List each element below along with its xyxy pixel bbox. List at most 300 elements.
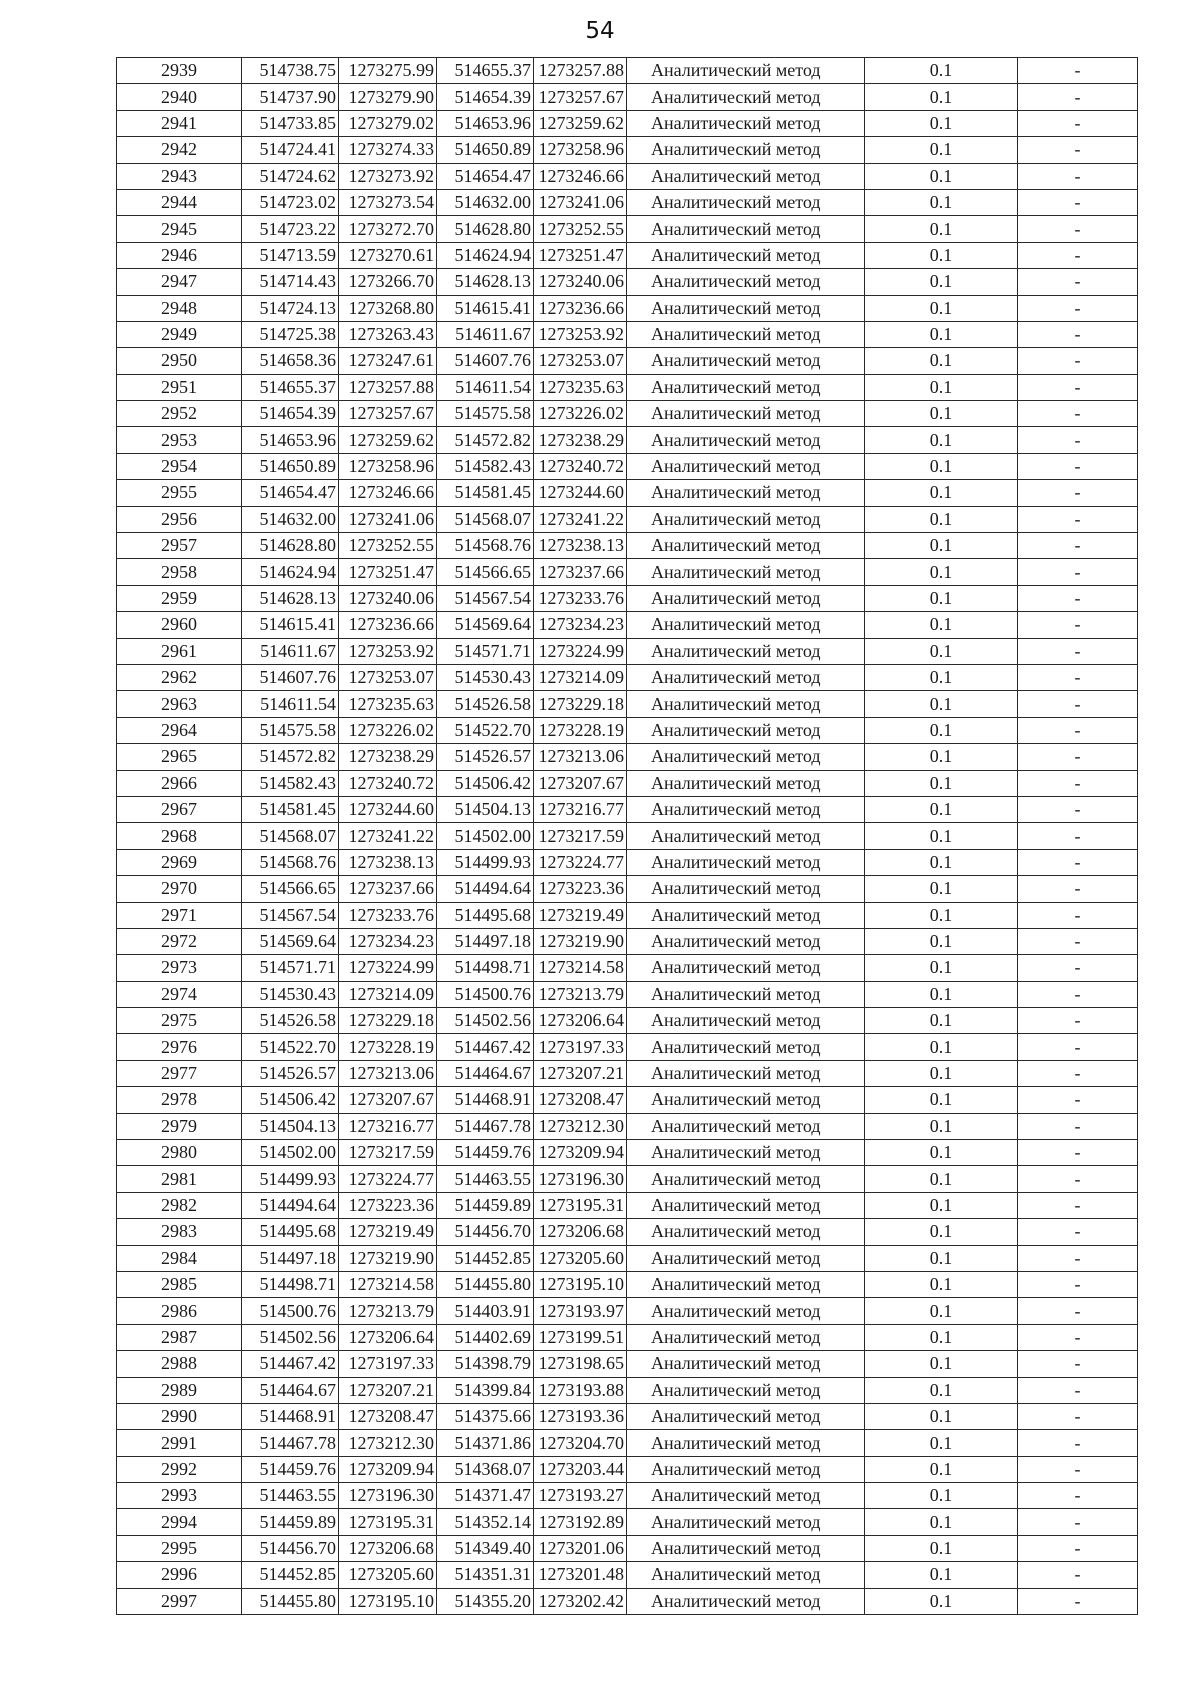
x1-cell: 514723.02 [242,189,339,215]
page-number: 54 [585,18,615,44]
accuracy-cell: 0.1 [865,585,1018,611]
x2-cell: 514375.66 [437,1403,534,1429]
point-number-cell: 2980 [117,1140,242,1166]
y2-cell: 1273206.64 [534,1008,627,1034]
point-number-cell: 2970 [117,876,242,902]
method-cell: Аналитический метод [627,770,865,796]
x1-cell: 514504.13 [242,1113,339,1139]
x1-cell: 514495.68 [242,1219,339,1245]
table-row [117,1008,1138,1034]
x1-cell: 514724.13 [242,295,339,321]
x1-cell: 514522.70 [242,1034,339,1060]
x2-cell: 514566.65 [437,559,534,585]
x1-cell: 514581.45 [242,796,339,822]
method-cell: Аналитический метод [627,216,865,242]
x2-cell: 514498.71 [437,955,534,981]
y2-cell: 1273240.72 [534,453,627,479]
point-number-cell: 2954 [117,453,242,479]
y1-cell: 1273259.62 [339,427,437,453]
point-number-cell: 2994 [117,1509,242,1535]
accuracy-cell: 0.1 [865,612,1018,638]
x2-cell: 514530.43 [437,664,534,690]
table-row [117,770,1138,796]
note-cell: - [1018,1535,1138,1561]
y2-cell: 1273193.97 [534,1298,627,1324]
y1-cell: 1273279.02 [339,110,437,136]
point-number-cell: 2941 [117,110,242,136]
y2-cell: 1273193.88 [534,1377,627,1403]
table-row [117,1140,1138,1166]
x1-cell: 514572.82 [242,744,339,770]
point-number-cell: 2944 [117,189,242,215]
table-row [117,1219,1138,1245]
x2-cell: 514368.07 [437,1456,534,1482]
note-cell: - [1018,876,1138,902]
y2-cell: 1273193.36 [534,1403,627,1429]
method-cell: Аналитический метод [627,955,865,981]
point-number-cell: 2952 [117,401,242,427]
note-cell: - [1018,1509,1138,1535]
y2-cell: 1273209.94 [534,1140,627,1166]
accuracy-cell: 0.1 [865,480,1018,506]
accuracy-cell: 0.1 [865,374,1018,400]
accuracy-cell: 0.1 [865,1351,1018,1377]
x1-cell: 514713.59 [242,242,339,268]
x1-cell: 514566.65 [242,876,339,902]
y1-cell: 1273270.61 [339,242,437,268]
note-cell: - [1018,1087,1138,1113]
note-cell: - [1018,58,1138,84]
table-row [117,401,1138,427]
y2-cell: 1273241.22 [534,506,627,532]
x2-cell: 514568.07 [437,506,534,532]
method-cell: Аналитический метод [627,928,865,954]
x2-cell: 514452.85 [437,1245,534,1271]
accuracy-cell: 0.1 [865,1192,1018,1218]
y1-cell: 1273219.49 [339,1219,437,1245]
y2-cell: 1273214.58 [534,955,627,981]
note-cell: - [1018,849,1138,875]
x2-cell: 514522.70 [437,717,534,743]
y2-cell: 1273241.06 [534,189,627,215]
method-cell: Аналитический метод [627,1034,865,1060]
note-cell: - [1018,1245,1138,1271]
x1-cell: 514568.07 [242,823,339,849]
point-number-cell: 2943 [117,163,242,189]
accuracy-cell: 0.1 [865,823,1018,849]
point-number-cell: 2975 [117,1008,242,1034]
y2-cell: 1273258.96 [534,137,627,163]
table-row [117,612,1138,638]
note-cell: - [1018,533,1138,559]
x2-cell: 514459.76 [437,1140,534,1166]
point-number-cell: 2984 [117,1245,242,1271]
x1-cell: 514654.47 [242,480,339,506]
x2-cell: 514628.80 [437,216,534,242]
y1-cell: 1273253.92 [339,638,437,664]
note-cell: - [1018,84,1138,110]
accuracy-cell: 0.1 [865,1008,1018,1034]
x2-cell: 514572.82 [437,427,534,453]
note-cell: - [1018,1060,1138,1086]
method-cell: Аналитический метод [627,506,865,532]
table-row [117,480,1138,506]
y1-cell: 1273223.36 [339,1192,437,1218]
method-cell: Аналитический метод [627,638,865,664]
x1-cell: 514658.36 [242,348,339,374]
method-cell: Аналитический метод [627,1008,865,1034]
note-cell: - [1018,638,1138,664]
note-cell: - [1018,1192,1138,1218]
y2-cell: 1273251.47 [534,242,627,268]
accuracy-cell: 0.1 [865,1588,1018,1614]
method-cell: Аналитический метод [627,744,865,770]
table-row [117,1562,1138,1588]
method-cell: Аналитический метод [627,664,865,690]
note-cell: - [1018,1456,1138,1482]
point-number-cell: 2942 [117,137,242,163]
table-row [117,348,1138,374]
x2-cell: 514581.45 [437,480,534,506]
accuracy-cell: 0.1 [865,453,1018,479]
note-cell: - [1018,110,1138,136]
x2-cell: 514632.00 [437,189,534,215]
x2-cell: 514655.37 [437,58,534,84]
x2-cell: 514351.31 [437,1562,534,1588]
note-cell: - [1018,1483,1138,1509]
note-cell: - [1018,585,1138,611]
x2-cell: 514371.47 [437,1483,534,1509]
method-cell: Аналитический метод [627,1140,865,1166]
x2-cell: 514568.76 [437,533,534,559]
y1-cell: 1273206.64 [339,1324,437,1350]
method-cell: Аналитический метод [627,1430,865,1456]
table-row [117,295,1138,321]
table-row [117,163,1138,189]
x1-cell: 514459.76 [242,1456,339,1482]
accuracy-cell: 0.1 [865,1060,1018,1086]
table-row [117,1113,1138,1139]
method-cell: Аналитический метод [627,269,865,295]
x2-cell: 514650.89 [437,137,534,163]
x2-cell: 514352.14 [437,1509,534,1535]
x2-cell: 514502.00 [437,823,534,849]
point-number-cell: 2983 [117,1219,242,1245]
note-cell: - [1018,1034,1138,1060]
method-cell: Аналитический метод [627,110,865,136]
x1-cell: 514724.62 [242,163,339,189]
accuracy-cell: 0.1 [865,744,1018,770]
table-row [117,717,1138,743]
y1-cell: 1273205.60 [339,1562,437,1588]
table-row [117,1535,1138,1561]
y2-cell: 1273195.10 [534,1271,627,1297]
method-cell: Аналитический метод [627,1192,865,1218]
point-number-cell: 2951 [117,374,242,400]
table-row [117,744,1138,770]
note-cell: - [1018,242,1138,268]
accuracy-cell: 0.1 [865,770,1018,796]
method-cell: Аналитический метод [627,796,865,822]
point-number-cell: 2964 [117,717,242,743]
y2-cell: 1273246.66 [534,163,627,189]
point-number-cell: 2962 [117,664,242,690]
accuracy-cell: 0.1 [865,1430,1018,1456]
x1-cell: 514628.13 [242,585,339,611]
note-cell: - [1018,1351,1138,1377]
table-row [117,849,1138,875]
point-number-cell: 2939 [117,58,242,84]
accuracy-cell: 0.1 [865,1271,1018,1297]
y2-cell: 1273207.21 [534,1060,627,1086]
table-row [117,453,1138,479]
x2-cell: 514615.41 [437,295,534,321]
method-cell: Аналитический метод [627,137,865,163]
accuracy-cell: 0.1 [865,269,1018,295]
x1-cell: 514655.37 [242,374,339,400]
x1-cell: 514615.41 [242,612,339,638]
x1-cell: 514526.57 [242,1060,339,1086]
method-cell: Аналитический метод [627,1535,865,1561]
point-number-cell: 2971 [117,902,242,928]
y1-cell: 1273238.13 [339,849,437,875]
point-number-cell: 2961 [117,638,242,664]
x2-cell: 514463.55 [437,1166,534,1192]
x2-cell: 514506.42 [437,770,534,796]
method-cell: Аналитический метод [627,1245,865,1271]
note-cell: - [1018,189,1138,215]
x1-cell: 514738.75 [242,58,339,84]
x2-cell: 514504.13 [437,796,534,822]
table-row [117,1403,1138,1429]
y2-cell: 1273204.70 [534,1430,627,1456]
x2-cell: 514403.91 [437,1298,534,1324]
x2-cell: 514399.84 [437,1377,534,1403]
y2-cell: 1273201.48 [534,1562,627,1588]
method-cell: Аналитический метод [627,1377,865,1403]
accuracy-cell: 0.1 [865,1456,1018,1482]
x2-cell: 514349.40 [437,1535,534,1561]
table-row [117,58,1138,84]
point-number-cell: 2950 [117,348,242,374]
point-number-cell: 2981 [117,1166,242,1192]
note-cell: - [1018,744,1138,770]
accuracy-cell: 0.1 [865,559,1018,585]
y1-cell: 1273257.67 [339,401,437,427]
y2-cell: 1273201.06 [534,1535,627,1561]
y1-cell: 1273213.06 [339,1060,437,1086]
x2-cell: 514628.13 [437,269,534,295]
point-number-cell: 2956 [117,506,242,532]
method-cell: Аналитический метод [627,453,865,479]
x1-cell: 514569.64 [242,928,339,954]
point-number-cell: 2967 [117,796,242,822]
note-cell: - [1018,374,1138,400]
y1-cell: 1273273.54 [339,189,437,215]
table-row [117,664,1138,690]
point-number-cell: 2968 [117,823,242,849]
y1-cell: 1273258.96 [339,453,437,479]
x1-cell: 514468.91 [242,1403,339,1429]
note-cell: - [1018,1588,1138,1614]
y2-cell: 1273257.67 [534,84,627,110]
method-cell: Аналитический метод [627,321,865,347]
note-cell: - [1018,216,1138,242]
y1-cell: 1273274.33 [339,137,437,163]
note-cell: - [1018,1377,1138,1403]
y1-cell: 1273208.47 [339,1403,437,1429]
y1-cell: 1273237.66 [339,876,437,902]
x2-cell: 514371.86 [437,1430,534,1456]
table-row [117,189,1138,215]
y2-cell: 1273213.06 [534,744,627,770]
y2-cell: 1273219.49 [534,902,627,928]
accuracy-cell: 0.1 [865,427,1018,453]
table-row [117,137,1138,163]
method-cell: Аналитический метод [627,374,865,400]
y1-cell: 1273216.77 [339,1113,437,1139]
note-cell: - [1018,1324,1138,1350]
y2-cell: 1273195.31 [534,1192,627,1218]
x1-cell: 514737.90 [242,84,339,110]
method-cell: Аналитический метод [627,1588,865,1614]
x1-cell: 514733.85 [242,110,339,136]
accuracy-cell: 0.1 [865,1298,1018,1324]
y1-cell: 1273224.77 [339,1166,437,1192]
y2-cell: 1273214.09 [534,664,627,690]
accuracy-cell: 0.1 [865,981,1018,1007]
y2-cell: 1273197.33 [534,1034,627,1060]
y1-cell: 1273253.07 [339,664,437,690]
x1-cell: 514724.41 [242,137,339,163]
table-row [117,981,1138,1007]
y1-cell: 1273266.70 [339,269,437,295]
y1-cell: 1273197.33 [339,1351,437,1377]
y1-cell: 1273252.55 [339,533,437,559]
table-row [117,1377,1138,1403]
point-number-cell: 2955 [117,480,242,506]
y1-cell: 1273207.67 [339,1087,437,1113]
x1-cell: 514502.00 [242,1140,339,1166]
note-cell: - [1018,981,1138,1007]
y2-cell: 1273238.13 [534,533,627,559]
y1-cell: 1273279.90 [339,84,437,110]
method-cell: Аналитический метод [627,1562,865,1588]
method-cell: Аналитический метод [627,1509,865,1535]
point-number-cell: 2989 [117,1377,242,1403]
table-row [117,638,1138,664]
y1-cell: 1273257.88 [339,374,437,400]
point-number-cell: 2972 [117,928,242,954]
y1-cell: 1273240.72 [339,770,437,796]
y2-cell: 1273233.76 [534,585,627,611]
method-cell: Аналитический метод [627,1166,865,1192]
y1-cell: 1273247.61 [339,348,437,374]
method-cell: Аналитический метод [627,902,865,928]
note-cell: - [1018,770,1138,796]
y1-cell: 1273273.92 [339,163,437,189]
note-cell: - [1018,823,1138,849]
method-cell: Аналитический метод [627,981,865,1007]
x2-cell: 514499.93 [437,849,534,875]
method-cell: Аналитический метод [627,1271,865,1297]
x2-cell: 514502.56 [437,1008,534,1034]
x2-cell: 514456.70 [437,1219,534,1245]
method-cell: Аналитический метод [627,533,865,559]
x2-cell: 514567.54 [437,585,534,611]
method-cell: Аналитический метод [627,427,865,453]
x1-cell: 514567.54 [242,902,339,928]
y1-cell: 1273240.06 [339,585,437,611]
y2-cell: 1273208.47 [534,1087,627,1113]
point-number-cell: 2992 [117,1456,242,1482]
note-cell: - [1018,691,1138,717]
accuracy-cell: 0.1 [865,1562,1018,1588]
note-cell: - [1018,717,1138,743]
x1-cell: 514498.71 [242,1271,339,1297]
method-cell: Аналитический метод [627,559,865,585]
table-row [117,955,1138,981]
note-cell: - [1018,612,1138,638]
point-number-cell: 2946 [117,242,242,268]
method-cell: Аналитический метод [627,401,865,427]
note-cell: - [1018,427,1138,453]
y2-cell: 1273207.67 [534,770,627,796]
y2-cell: 1273229.18 [534,691,627,717]
point-number-cell: 2958 [117,559,242,585]
accuracy-cell: 0.1 [865,1087,1018,1113]
x2-cell: 514571.71 [437,638,534,664]
table-row [117,585,1138,611]
table-body [117,58,1138,1615]
table-row [117,1192,1138,1218]
note-cell: - [1018,137,1138,163]
x1-cell: 514459.89 [242,1509,339,1535]
table-row [117,1456,1138,1482]
point-number-cell: 2979 [117,1113,242,1139]
y1-cell: 1273207.21 [339,1377,437,1403]
y2-cell: 1273244.60 [534,480,627,506]
note-cell: - [1018,269,1138,295]
note-cell: - [1018,1008,1138,1034]
accuracy-cell: 0.1 [865,348,1018,374]
x1-cell: 514624.94 [242,559,339,585]
x1-cell: 514628.80 [242,533,339,559]
x1-cell: 514456.70 [242,1535,339,1561]
point-number-cell: 2957 [117,533,242,559]
table-row [117,928,1138,954]
y1-cell: 1273234.23 [339,928,437,954]
note-cell: - [1018,928,1138,954]
method-cell: Аналитический метод [627,823,865,849]
y1-cell: 1273195.31 [339,1509,437,1535]
method-cell: Аналитический метод [627,691,865,717]
y1-cell: 1273241.06 [339,506,437,532]
note-cell: - [1018,480,1138,506]
x1-cell: 514494.64 [242,1192,339,1218]
point-number-cell: 2986 [117,1298,242,1324]
y2-cell: 1273216.77 [534,796,627,822]
point-number-cell: 2948 [117,295,242,321]
x1-cell: 514464.67 [242,1377,339,1403]
note-cell: - [1018,1113,1138,1139]
accuracy-cell: 0.1 [865,638,1018,664]
accuracy-cell: 0.1 [865,189,1018,215]
accuracy-cell: 0.1 [865,506,1018,532]
table-row [117,1087,1138,1113]
point-number-cell: 2996 [117,1562,242,1588]
y2-cell: 1273192.89 [534,1509,627,1535]
